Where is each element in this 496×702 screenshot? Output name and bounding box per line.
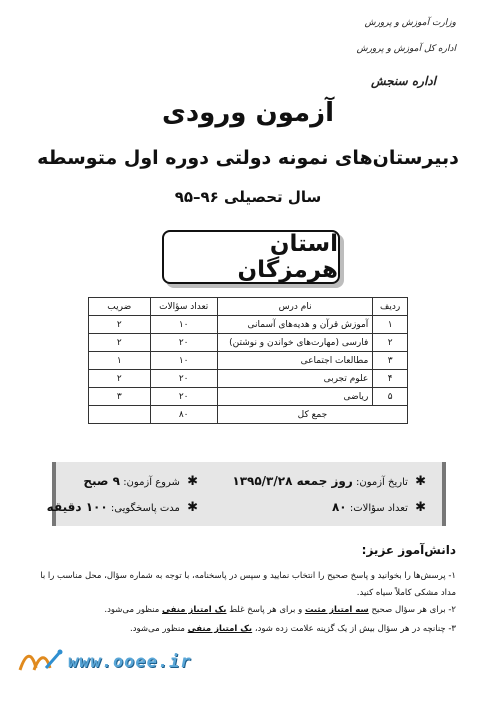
- coefficient: ۲: [89, 370, 151, 388]
- exam-date: [232, 474, 426, 489]
- star-icon: ✱: [415, 474, 426, 489]
- instruction-1: ۱- پرسش‌ها را بخوانید و پاسخ صحیح را انتخاب نمایید و سپس در پاسخنامه، با توجه به شماره سؤال، محل مناسب را با مداد مشکی کاملاً سیاه کنید.: [40, 571, 456, 598]
- question-total-label: تعداد سؤالات:: [349, 503, 408, 514]
- header-general-office: اداره کل آموزش و پرورش: [356, 44, 456, 54]
- exam-date-label: تاریخ آزمون:: [355, 477, 408, 488]
- positive-score-text: سه امتیاز مثبت: [304, 605, 369, 615]
- table-row: [89, 388, 408, 406]
- header-coefficient: ضریب: [89, 298, 151, 316]
- header-assessment-office: اداره سنجش: [371, 74, 436, 88]
- exam-subtitle: دبیرستان‌های نمونه دولتی دوره اول متوسطه: [37, 147, 459, 169]
- table-row: [89, 316, 408, 334]
- table-header-row: [89, 298, 408, 316]
- table-row: [89, 352, 408, 370]
- coefficient: ۲: [89, 316, 151, 334]
- question-count: ۲۰: [150, 388, 217, 406]
- instruction-3-text: ۳- چنانچه در هر سؤال بیش از یک گزینه علامت زده شود،: [254, 624, 456, 634]
- question-count: ۱۰: [150, 316, 217, 334]
- negative-score-text: یک امتیاز منفی: [187, 624, 253, 634]
- exam-start-label: شروع آزمون:: [123, 477, 180, 488]
- subjects-table: [88, 297, 408, 424]
- province-name: استان هرمزگان: [237, 231, 338, 283]
- row-number: ۴: [373, 370, 408, 388]
- instruction-2-text: منظور می‌شود.: [104, 605, 160, 615]
- star-icon: ✱: [187, 474, 198, 489]
- total-empty-cell: [89, 406, 151, 424]
- question-total-value: ۸۰: [331, 500, 347, 514]
- header-question-count: تعداد سؤالات: [150, 298, 217, 316]
- exam-date-value: روز جمعه ۱۳۹۵/۳/۲۸: [232, 474, 353, 488]
- subject-name: علوم تجربی: [217, 370, 372, 388]
- instruction-3-text: منظور می‌شود.: [130, 624, 185, 634]
- academic-year: سال تحصیلی ۹۶–۹۵: [174, 188, 322, 206]
- header-ministry: وزارت آموزش و پرورش: [364, 18, 456, 28]
- row-number: ۳: [373, 352, 408, 370]
- subject-name: مطالعات اجتماعی: [217, 352, 372, 370]
- site-url-link[interactable]: www.ooee.ir: [68, 652, 192, 672]
- subject-name: ریاضی: [217, 388, 372, 406]
- exam-start: [83, 474, 198, 489]
- row-number: ۱: [373, 316, 408, 334]
- question-total: [332, 500, 426, 515]
- subject-name: آموزش قرآن و هدیه‌های آسمانی: [217, 316, 372, 334]
- coefficient: ۳: [89, 388, 151, 406]
- negative-score-text: یک امتیاز منفی: [162, 605, 227, 615]
- exam-start-value: ۹ صبح: [83, 474, 120, 488]
- coefficient: ۱: [89, 352, 151, 370]
- star-icon: ✱: [415, 500, 426, 515]
- question-count: ۱۰: [150, 352, 217, 370]
- instruction-3: [36, 621, 456, 638]
- total-question-count: ۸۰: [150, 406, 217, 424]
- row-number: ۵: [373, 388, 408, 406]
- table-row: [89, 334, 408, 352]
- header-row-number: ردیف: [373, 298, 408, 316]
- exam-duration: [47, 500, 198, 515]
- exam-duration-value: ۱۰۰ دقیقه: [46, 500, 108, 514]
- question-count: ۲۰: [150, 334, 217, 352]
- header-subject-name: نام درس: [217, 298, 372, 316]
- instruction-2: [36, 602, 456, 619]
- question-count: ۲۰: [150, 370, 217, 388]
- subject-name: فارسی (مهارت‌های خواندن و نوشتن): [217, 334, 372, 352]
- exam-title: آزمون ورودی: [162, 98, 334, 128]
- star-icon: ✱: [187, 500, 198, 515]
- exam-duration-label: مدت پاسخگویی:: [110, 503, 180, 514]
- coefficient: ۲: [89, 334, 151, 352]
- greeting: دانش‌آموز عزیز:: [361, 543, 456, 557]
- site-logo-icon: [16, 646, 64, 674]
- table-total-row: [89, 406, 408, 424]
- instruction-2-text: و برای هر پاسخ غلط: [229, 605, 303, 615]
- table-row: [89, 370, 408, 388]
- row-number: ۲: [373, 334, 408, 352]
- total-label: جمع کل: [217, 406, 407, 424]
- exam-info-box: [46, 462, 446, 526]
- province-box: [162, 230, 340, 284]
- instruction-2-text: ۲- برای هر سؤال صحیح: [371, 605, 456, 615]
